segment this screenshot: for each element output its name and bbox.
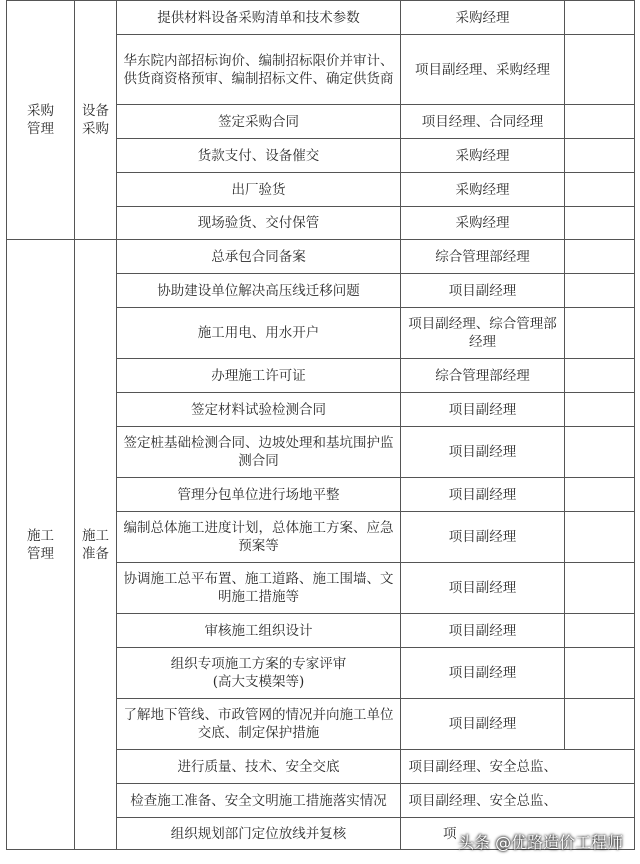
blank-cell	[565, 750, 635, 784]
task-cell: 组织规划部门定位放线并复核	[117, 818, 401, 850]
responsible-cell: 项目副经理	[401, 274, 565, 308]
blank-cell	[565, 308, 635, 359]
subcategory-label: 施工 准备	[82, 527, 109, 562]
blank-cell	[565, 1, 635, 35]
blank-cell	[565, 139, 635, 173]
task-cell: 编制总体施工进度计划，总体施工方案、应急预案等	[117, 512, 401, 563]
task-cell: 协调施工总平布置、施工道路、施工围墙、文明施工措施等	[117, 563, 401, 614]
task-cell: 签定材料试验检测合同	[117, 393, 401, 427]
category-cell-construction	[7, 240, 75, 850]
blank-cell	[565, 563, 635, 614]
responsible-cell: 采购经理	[401, 173, 565, 207]
task-cell: 检查施工准备、安全文明施工措施落实情况	[117, 784, 401, 818]
task-cell: 进行质量、技术、安全交底	[117, 750, 401, 784]
blank-cell	[565, 240, 635, 274]
task-cell: 总承包合同备案	[117, 240, 401, 274]
task-cell: 协助建设单位解决高压线迁移问题	[117, 274, 401, 308]
blank-cell	[565, 359, 635, 393]
task-cell: 组织专项施工方案的专家评审 (高大支模架等)	[117, 648, 401, 699]
category-label: 施工 管理	[27, 527, 54, 562]
blank-cell	[565, 207, 635, 240]
responsible-cell: 项目副经理、综合管理部经理	[401, 308, 565, 359]
responsible-cell: 项目副经理、采购经理	[401, 35, 565, 105]
category-label: 采购 管理	[27, 103, 54, 137]
blank-cell	[565, 699, 635, 750]
responsibility-table	[6, 0, 635, 850]
blank-cell	[565, 614, 635, 648]
responsible-cell: 项目副经理	[401, 614, 565, 648]
blank-cell	[565, 478, 635, 512]
responsible-cell: 项目副经理、安全总监、	[401, 784, 565, 818]
task-cell: 签定采购合同	[117, 105, 401, 139]
responsible-cell: 项目副经理	[401, 478, 565, 512]
responsible-cell: 项目副经理	[401, 699, 565, 750]
responsible-cell: 综合管理部经理	[401, 240, 565, 274]
responsible-cell: 项目副经理	[401, 648, 565, 699]
task-cell: 出厂验货	[117, 173, 401, 207]
blank-cell	[565, 512, 635, 563]
table-row	[7, 240, 635, 274]
blank-cell	[565, 648, 635, 699]
responsible-cell: 采购经理	[401, 1, 565, 35]
subcategory-label: 设备 采购	[82, 103, 109, 137]
task-cell: 货款支付、设备催交	[117, 139, 401, 173]
responsible-cell: 项目副经理	[401, 393, 565, 427]
subcategory-cell-construction-prep	[75, 240, 117, 850]
table-row	[7, 1, 635, 35]
blank-cell	[565, 105, 635, 139]
responsible-cell: 综合管理部经理	[401, 359, 565, 393]
responsible-cell: 项目副经理	[401, 563, 565, 614]
responsible-cell: 项	[401, 818, 565, 850]
responsible-cell: 项目副经理	[401, 512, 565, 563]
task-cell: 现场验货、交付保管	[117, 207, 401, 240]
blank-cell	[565, 393, 635, 427]
subcategory-cell-equipment-procurement	[75, 1, 117, 240]
watermark: 头条 @优路造价工程师	[458, 833, 624, 852]
task-cell: 提供材料设备采购清单和技术参数	[117, 1, 401, 35]
task-cell: 华东院内部招标询价、编制招标限价并审计、供货商资格预审、编制招标文件、确定供货商	[117, 35, 401, 105]
blank-cell	[565, 274, 635, 308]
blank-cell	[565, 173, 635, 207]
blank-cell	[565, 784, 635, 818]
responsible-cell: 采购经理	[401, 207, 565, 240]
responsible-cell: 采购经理	[401, 139, 565, 173]
responsible-cell: 项目副经理、安全总监、	[401, 750, 565, 784]
blank-cell	[565, 35, 635, 105]
category-cell-procurement	[7, 1, 75, 240]
task-cell: 办理施工许可证	[117, 359, 401, 393]
task-cell: 管理分包单位进行场地平整	[117, 478, 401, 512]
task-cell: 了解地下管线、市政管网的情况并向施工单位交底、制定保护措施	[117, 699, 401, 750]
task-cell: 审核施工组织设计	[117, 614, 401, 648]
responsible-cell: 项目副经理	[401, 427, 565, 478]
task-cell: 施工用电、用水开户	[117, 308, 401, 359]
responsible-cell: 项目经理、合同经理	[401, 105, 565, 139]
blank-cell	[565, 427, 635, 478]
task-cell: 签定桩基础检测合同、边坡处理和基坑围护监测合同	[117, 427, 401, 478]
